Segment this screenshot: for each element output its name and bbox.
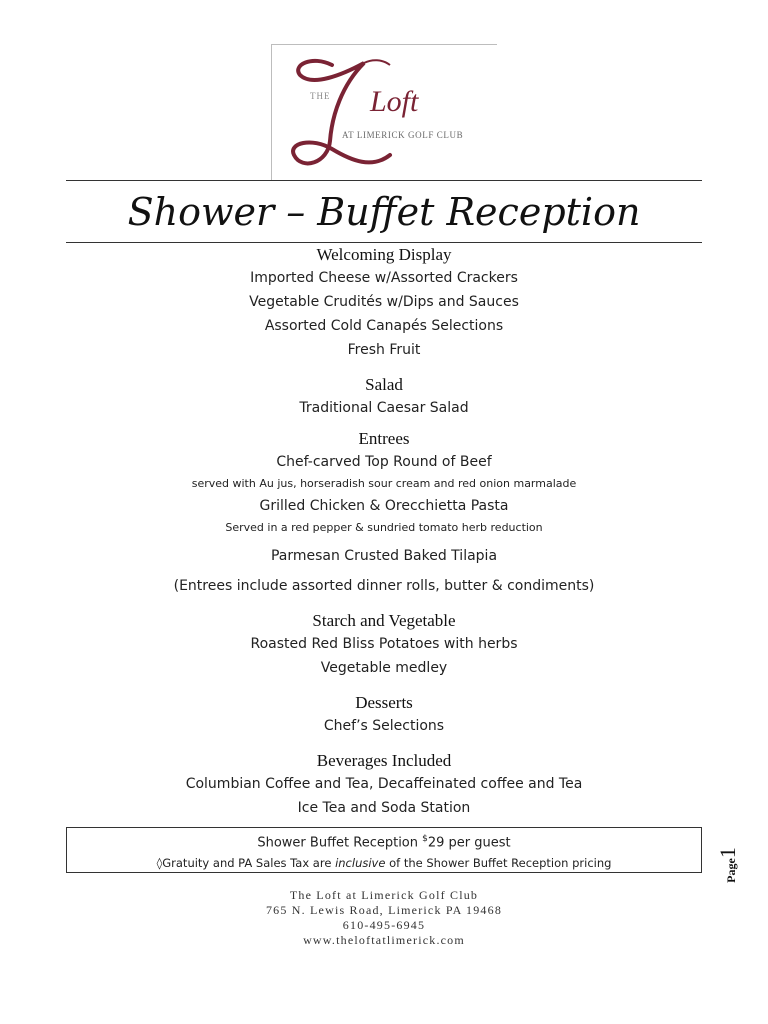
title-bottom-divider xyxy=(66,242,702,243)
menu-item: Parmesan Crusted Baked Tilapia xyxy=(270,548,498,564)
section-heading: Desserts xyxy=(355,693,413,712)
menu-item-description: served with Au jus, horseradish sour cream and red onion marmalade xyxy=(191,477,577,490)
menu-item: Imported Cheese w/Assorted Crackers xyxy=(250,270,518,286)
price-suffix: per guest xyxy=(444,835,511,851)
logo-name-text: Loft xyxy=(370,85,419,118)
menu-item: Roasted Red Bliss Potatoes with herbs xyxy=(250,636,518,652)
section-starch-vegetable xyxy=(0,610,768,680)
menu-item: Ice Tea and Soda Station xyxy=(297,800,471,816)
entrees-note: (Entrees include assorted dinner rolls, butter & condiments) xyxy=(173,578,595,594)
title-top-divider xyxy=(66,180,702,181)
menu-item: Vegetable Crudités w/Dips and Sauces xyxy=(249,294,519,310)
page-word: Page xyxy=(723,858,738,883)
page-title: Shower – Buffet Reception xyxy=(127,190,641,234)
footer-website: www.theloftatlimerick.com xyxy=(303,933,465,947)
section-heading: Starch and Vegetable xyxy=(312,611,456,630)
price-prefix: Shower Buffet Reception xyxy=(257,835,423,851)
gratuity-note xyxy=(67,854,701,872)
menu-item-description: Served in a red pepper & sundried tomato herb reduction xyxy=(225,521,543,534)
section-heading: Beverages Included xyxy=(316,751,452,770)
gratuity-end: of the Shower Buffet Reception pricing xyxy=(385,856,612,871)
menu-content xyxy=(0,244,768,820)
section-salad xyxy=(0,374,768,420)
pricing-box xyxy=(66,827,702,873)
menu-item: Chef’s Selections xyxy=(323,718,445,734)
footer-address: 765 N. Lewis Road, Limerick PA 19468 xyxy=(265,903,503,917)
footer-phone: 610-495-6945 xyxy=(342,918,426,932)
footer xyxy=(0,888,768,948)
page-number xyxy=(716,842,756,888)
gratuity-start: ◊Gratuity and PA Sales Tax are xyxy=(156,856,336,871)
section-beverages xyxy=(0,750,768,820)
menu-item: Vegetable medley xyxy=(320,660,448,676)
menu-item: Fresh Fruit xyxy=(347,342,421,358)
price-currency: $ xyxy=(422,834,428,844)
page-num: 1 xyxy=(714,847,740,859)
section-welcoming-display xyxy=(0,244,768,362)
gratuity-emphasis: inclusive xyxy=(335,856,386,871)
section-heading: Salad xyxy=(365,375,403,394)
menu-item: Assorted Cold Canapés Selections xyxy=(264,318,504,334)
logo-the-text: THE xyxy=(310,91,331,101)
price-line xyxy=(67,828,701,854)
venue-logo xyxy=(271,44,497,180)
section-heading: Welcoming Display xyxy=(316,245,452,264)
section-desserts xyxy=(0,692,768,738)
menu-item: Traditional Caesar Salad xyxy=(299,400,469,416)
section-entrees xyxy=(0,428,768,598)
logo-subtitle: AT LIMERICK GOLF CLUB xyxy=(342,130,464,140)
menu-item: Grilled Chicken & Orecchietta Pasta xyxy=(259,498,509,514)
menu-item: Columbian Coffee and Tea, Decaffeinated coffee and Tea xyxy=(185,776,583,792)
footer-venue-name: The Loft at Limerick Golf Club xyxy=(289,888,479,902)
section-heading: Entrees xyxy=(358,429,410,448)
menu-item: Chef-carved Top Round of Beef xyxy=(276,454,492,470)
price-amount: 29 xyxy=(427,835,445,851)
